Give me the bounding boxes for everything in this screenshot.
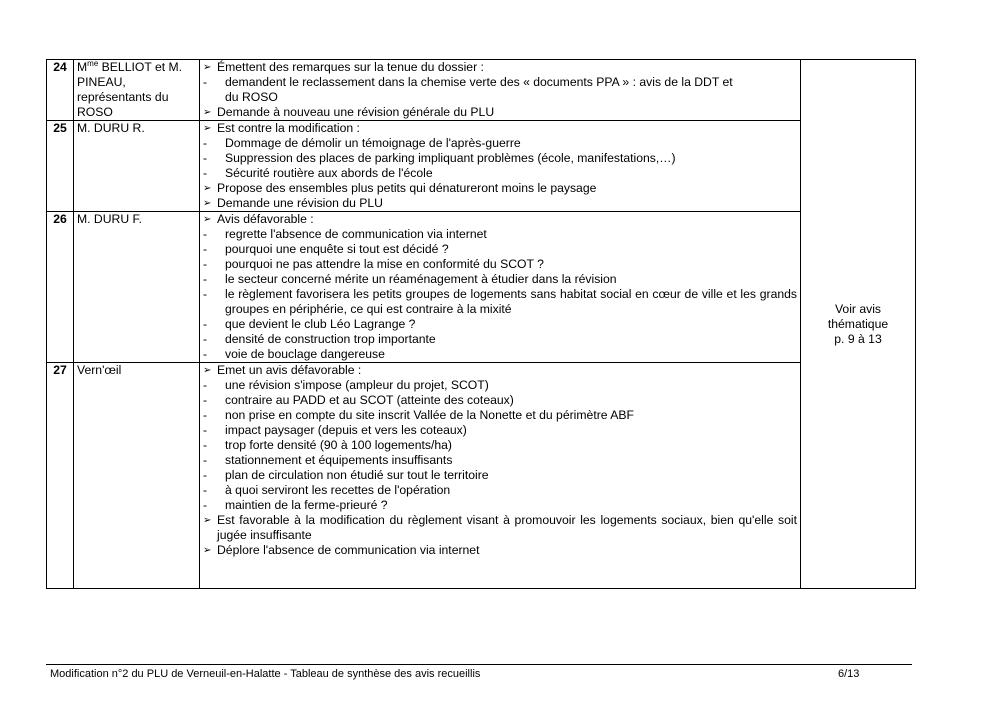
row-number: 26 <box>47 212 74 363</box>
contributor-name: Vern'œil <box>74 363 200 589</box>
row-number: 25 <box>47 121 74 212</box>
observation-subitem: - voie de bouclage dangereuse <box>203 347 797 362</box>
reference-line: Voir avis <box>834 301 882 316</box>
observation-subitem: - Sécurité routière aux abords de l'école <box>203 166 797 181</box>
observation-item: ➢ Propose des ensembles plus petits qui dénatureront moins le paysage <box>203 181 797 196</box>
observation-item: ➢ Est favorable à la modification du règlement visant à promouvoir les logements sociaux, bien qu'elle soit jugée insuffisante <box>203 513 797 543</box>
observation-item: ➢ Demande une révision du PLU <box>203 196 797 211</box>
observation-subitem-continued: du ROSO <box>225 90 278 104</box>
observation-subitem: - que devient le club Léo Lagrange ? <box>203 317 797 332</box>
observation-subitem: - contraire au PADD et au SCOT (atteinte des coteaux) <box>203 393 797 408</box>
observation-subitem: - Suppression des places de parking impliquant problèmes (école, manifestations,…) <box>203 151 797 166</box>
observation-subitem: - regrette l'absence de communication via internet <box>203 227 797 242</box>
table-row <box>47 121 916 212</box>
observation-subitem: - à quoi serviront les recettes de l'opération <box>203 483 797 498</box>
observation-subitem: - demandent le reclassement dans la chemise verte des « documents PPA » : avis de la DDT et <box>203 75 797 90</box>
synthesis-table <box>46 59 916 589</box>
observations-cell <box>200 212 801 363</box>
observation-subitem: - une révision s'impose (ampleur du projet, SCOT) <box>203 378 797 393</box>
row-number: 24 <box>47 60 74 121</box>
observation-subitem: - pourquoi ne pas attendre la mise en conformité du SCOT ? <box>203 257 797 272</box>
row-number: 27 <box>47 363 74 589</box>
observations-cell <box>200 60 801 121</box>
observation-subitem: - impact paysager (depuis et vers les coteaux) <box>203 423 797 438</box>
observation-subitem: - le règlement favorisera les petits groupes de logements sans habitat social en cœur de ville et les grands groupes en périphérie, ce qui est contraire à la mixité <box>203 287 797 317</box>
observation-subitem: - densité de construction trop importante <box>203 332 797 347</box>
observations-cell <box>200 121 801 212</box>
observation-subitem: - trop forte densité (90 à 100 logements/ha) <box>203 438 797 453</box>
observation-subitem: - pourquoi une enquête si tout est décidé ? <box>203 242 797 257</box>
contributor-name: $M^{me}$ BELLIOT et M. PINEAU, représentants du ROSO <box>74 60 200 121</box>
table-row <box>47 363 916 589</box>
observation-subitem: - stationnement et équipements insuffisants <box>203 453 797 468</box>
observation-subitem: - plan de circulation non étudié sur tout le territoire <box>203 468 797 483</box>
observation-subitem: - non prise en compte du site inscrit Vallée de la Nonette et du périmètre ABF <box>203 408 797 423</box>
table-row <box>47 212 916 363</box>
contributor-name: M. DURU F. <box>74 212 200 363</box>
observation-item: ➢ Demande à nouveau une révision générale du PLU <box>203 105 797 120</box>
observation-item: ➢ Emet un avis défavorable : <box>203 363 797 378</box>
observation-item: ➢ Est contre la modification : <box>203 121 797 136</box>
observation-item: ➢ Émettent des remarques sur la tenue du dossier : <box>203 60 797 75</box>
footer-divider <box>46 664 912 665</box>
observation-subitem: - le secteur concerné mérite un réaménagement à étudier dans la révision <box>203 272 797 287</box>
reference-cell <box>801 60 916 589</box>
observation-item: ➢ Déplore l'absence de communication via internet <box>203 543 797 558</box>
footer-title: Modification n°2 du PLU de Verneuil-en-Halatte - Tableau de synthèse des avis recueillis <box>50 668 481 680</box>
table-row <box>47 60 916 121</box>
reference-pages: p. 9 à 13 <box>834 331 882 346</box>
page-number: 6/13 <box>838 668 860 680</box>
observations-cell <box>200 363 801 589</box>
observation-subitem: - Dommage de démolir un témoignage de l'après-guerre <box>203 136 797 151</box>
observation-subitem: - maintien de la ferme-prieuré ? <box>203 498 797 513</box>
reference-line: thématique <box>827 316 889 331</box>
observation-item: ➢ Avis défavorable : <box>203 212 797 227</box>
contributor-name: M. DURU R. <box>74 121 200 212</box>
